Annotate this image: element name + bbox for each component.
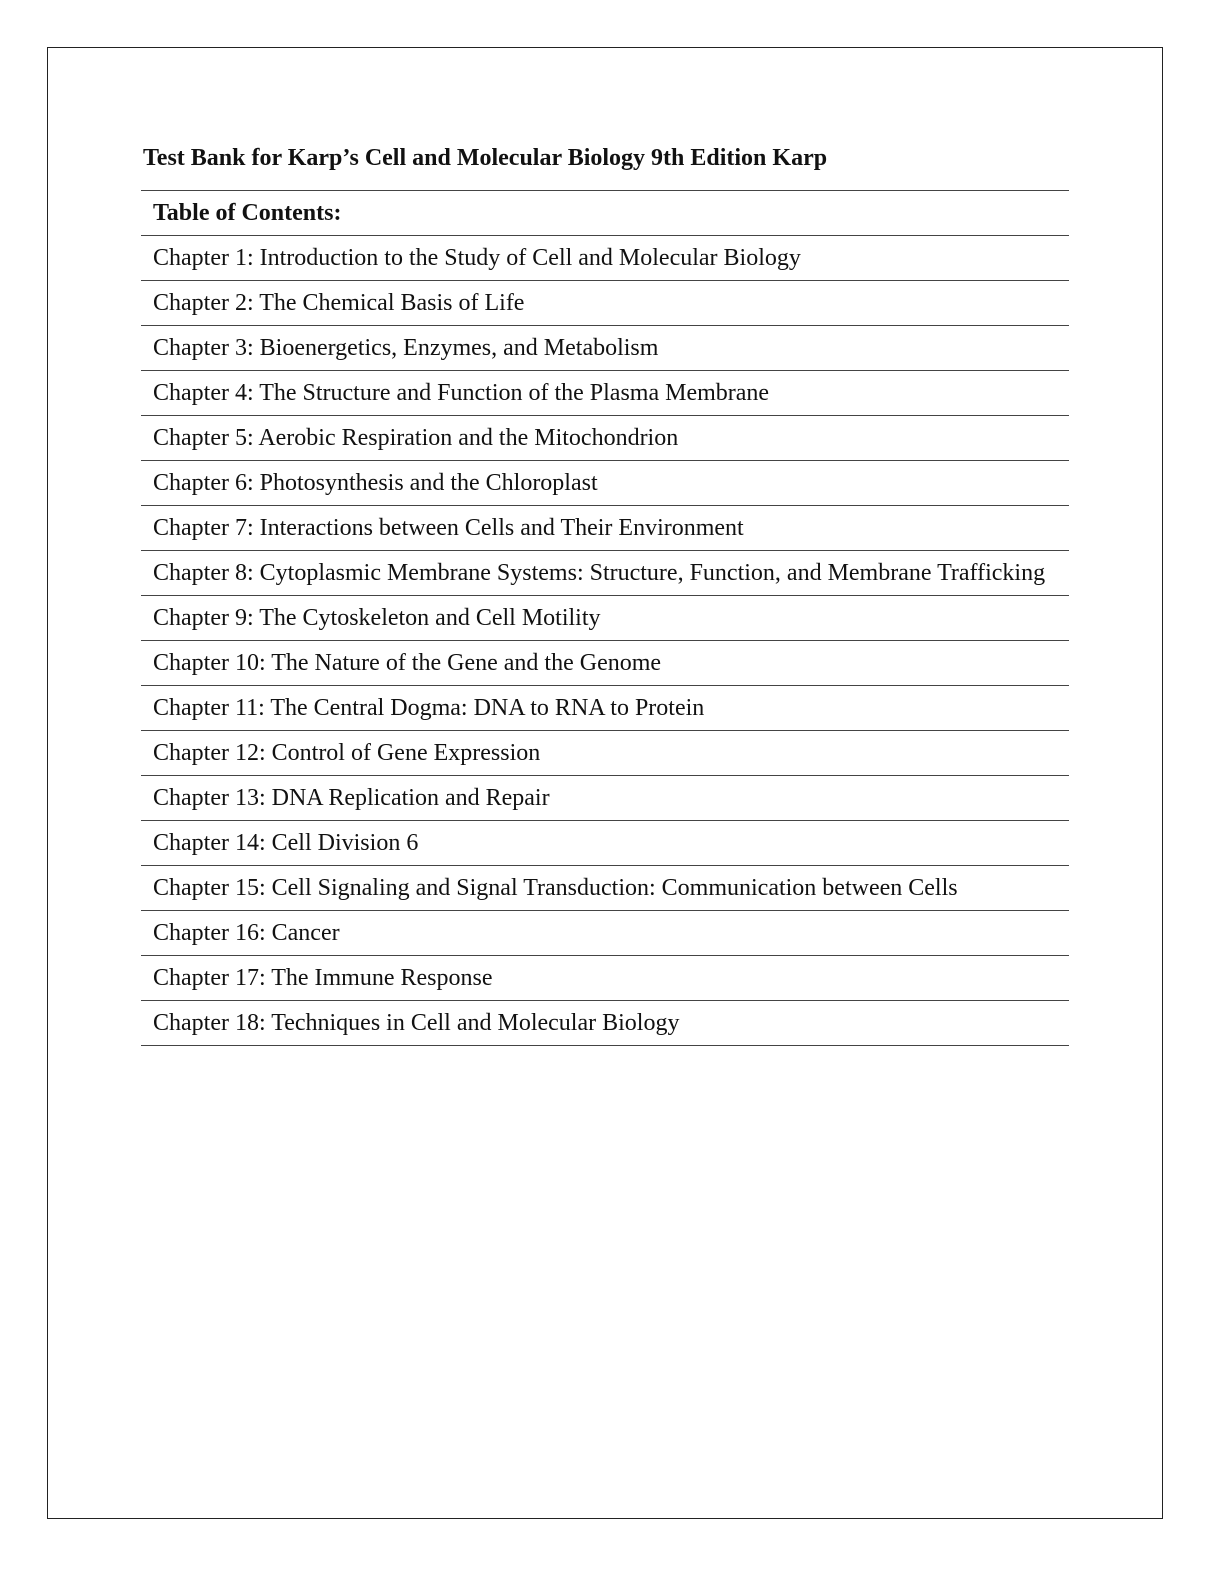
toc-chapter-8: Chapter 8: Cytoplasmic Membrane Systems: Structure, Function, and Membrane Trafficking [141, 551, 1069, 596]
toc-chapter-15: Chapter 15: Cell Signaling and Signal Transduction: Communication between Cells [141, 866, 1069, 911]
toc-chapter-4: Chapter 4: The Structure and Function of the Plasma Membrane [141, 371, 1069, 416]
toc-chapter-10: Chapter 10: The Nature of the Gene and the Genome [141, 641, 1069, 686]
toc-chapter-11: Chapter 11: The Central Dogma: DNA to RNA to Protein [141, 686, 1069, 731]
toc-chapter-2: Chapter 2: The Chemical Basis of Life [141, 281, 1069, 326]
toc-chapter-7: Chapter 7: Interactions between Cells and Their Environment [141, 506, 1069, 551]
table-of-contents [141, 190, 1069, 1046]
toc-chapter-16: Chapter 16: Cancer [141, 911, 1069, 956]
toc-chapter-18: Chapter 18: Techniques in Cell and Molecular Biology [141, 1001, 1069, 1046]
toc-chapter-3: Chapter 3: Bioenergetics, Enzymes, and Metabolism [141, 326, 1069, 371]
toc-chapter-6: Chapter 6: Photosynthesis and the Chloroplast [141, 461, 1069, 506]
toc-chapter-17: Chapter 17: The Immune Response [141, 956, 1069, 1001]
toc-chapter-13: Chapter 13: DNA Replication and Repair [141, 776, 1069, 821]
toc-chapter-1: Chapter 1: Introduction to the Study of Cell and Molecular Biology [141, 236, 1069, 281]
toc-chapter-14: Chapter 14: Cell Division 6 [141, 821, 1069, 866]
toc-chapter-5: Chapter 5: Aerobic Respiration and the Mitochondrion [141, 416, 1069, 461]
toc-chapter-9: Chapter 9: The Cytoskeleton and Cell Motility [141, 596, 1069, 641]
document-title: Test Bank for Karp’s Cell and Molecular Biology 9th Edition Karp [143, 145, 828, 171]
toc-heading: Table of Contents: [141, 191, 1069, 236]
toc-chapter-12: Chapter 12: Control of Gene Expression [141, 731, 1069, 776]
